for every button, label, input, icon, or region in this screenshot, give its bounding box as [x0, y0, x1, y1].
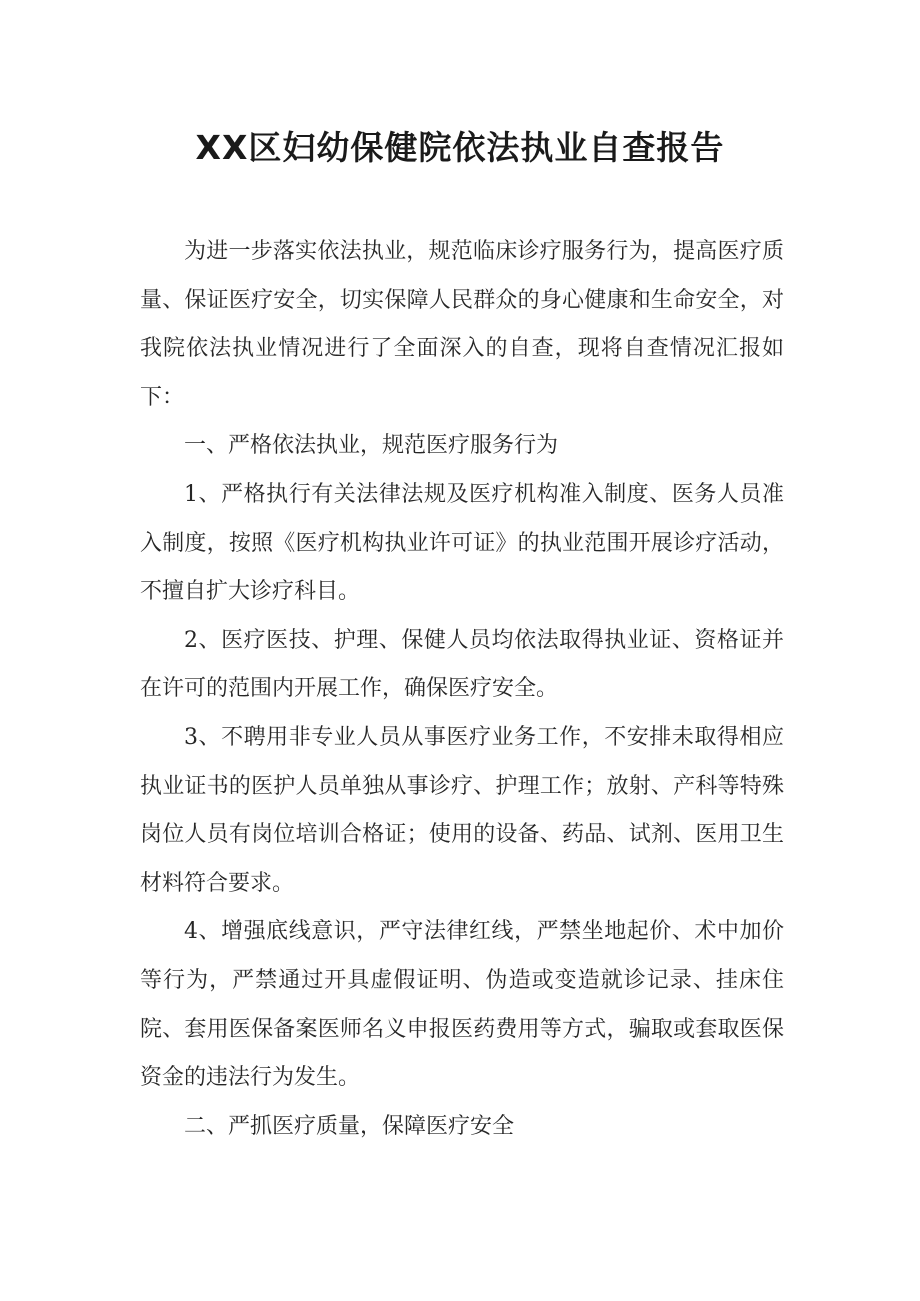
section-heading-1: 一、严格依法执业，规范医疗服务行为 [184, 433, 559, 459]
item-paragraph-2: 2、医疗医技、护理、保健人员均依法取得执业证、资格证并在许可的范围内开展工作，确保医疗安全。 [140, 627, 784, 702]
document-title: XX区妇幼保健院依法执业自查报告 [195, 128, 725, 167]
document-body [140, 228, 784, 1151]
item-paragraph-3: 3、不聘用非专业人员从事医疗业务工作，不安排未取得相应执业证书的医护人员单独从事诊疗、护理工作；放射、产科等特殊岗位人员有岗位培训合格证；使用的设备、药品、试剂、医用卫生材料符合要求。 [140, 724, 784, 896]
intro-paragraph: 为进一步落实依法执业，规范临床诊疗服务行为，提高医疗质量、保证医疗安全，切实保障人民群众的身心健康和生命安全，对我院依法执业情况进行了全面深入的自查，现将自查情况汇报如下： [140, 239, 784, 410]
section-heading-2: 二、严抓医疗质量，保障医疗安全 [184, 1113, 515, 1139]
item-paragraph-4: 4、增强底线意识，严守法律红线，严禁坐地起价、术中加价等行为，严禁通过开具虚假证明、伪造或变造就诊记录、挂床住院、套用医保备案医师名义申报医药费用等方式，骗取或套取医保资金的违法行为发生。 [140, 919, 784, 1091]
item-paragraph-1: 1、严格执行有关法律法规及医疗机构准入制度、医务人员准入制度，按照《医疗机构执业许可证》的执业范围开展诊疗活动，不擅自扩大诊疗科目。 [140, 481, 784, 605]
